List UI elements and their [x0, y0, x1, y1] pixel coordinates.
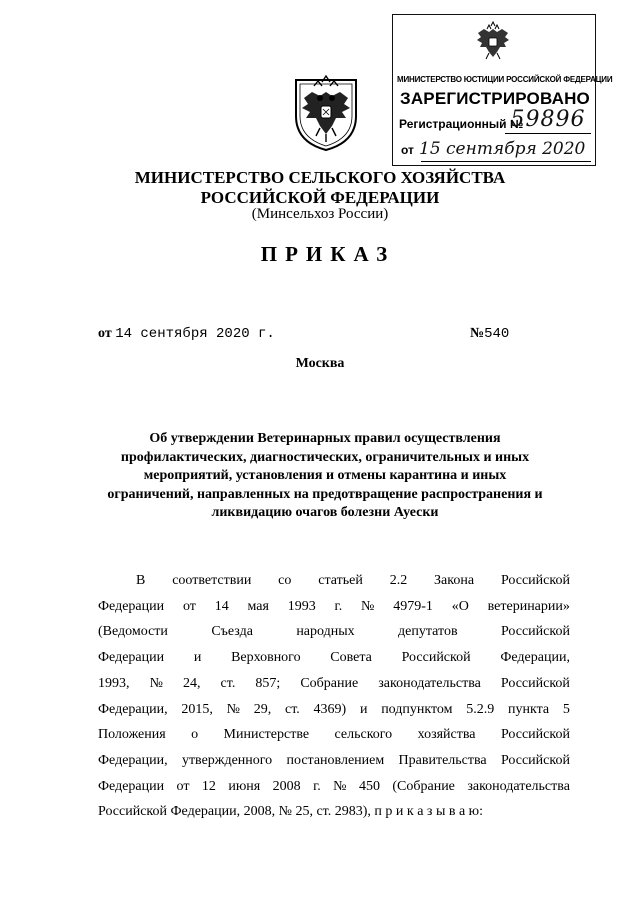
body-word: ст.	[220, 675, 236, 691]
body-word: Положения	[98, 727, 166, 743]
body-line	[98, 594, 570, 620]
body-word: Закона	[434, 573, 475, 588]
stamp-date-label: от	[401, 143, 414, 157]
body-word: Совета	[330, 650, 372, 666]
body-word: №	[226, 701, 240, 717]
body-word: Российской	[500, 752, 570, 768]
body-word: 12	[201, 778, 216, 794]
body-word: Федерации,	[500, 650, 570, 666]
body-word: постановлением	[286, 752, 385, 768]
body-word: Федерации,	[98, 752, 168, 768]
body-word: ст.	[284, 701, 300, 717]
body-word: Российской	[500, 624, 570, 640]
ministry-name-line: РОССИЙСКОЙ ФЕДЕРАЦИИ	[200, 188, 440, 207]
stamp-ministry-name: МИНИСТЕРСТВО ЮСТИЦИИ РОССИЙСКОЙ ФЕДЕРАЦИИ	[397, 75, 613, 84]
stamp-registration-number-label: Регистрационный №	[399, 117, 524, 131]
body-word: Российской Федерации, 2008, № 25, ст. 2983), п р и к а з ы в а ю:	[98, 804, 484, 820]
title-line: профилактических, диагностических, ограничительных и иных	[120, 449, 530, 465]
stamp-handwritten-date: 15 сентября 2020	[419, 139, 586, 159]
body-word: Федерации	[98, 650, 165, 666]
body-word: 857;	[255, 675, 281, 691]
body-word: Российской	[401, 650, 471, 666]
body-word: депутатов	[398, 624, 458, 640]
body-word: 1993,	[98, 675, 130, 691]
date-value: 14 сентября 2020 г.	[115, 326, 275, 342]
body-word: 24,	[182, 675, 201, 691]
body-line	[98, 748, 570, 774]
stamp-registered-label: ЗАРЕГИСТРИРОВАНО	[399, 89, 590, 108]
number-value: 540	[484, 326, 510, 342]
body-word: 29,	[253, 701, 272, 717]
date-prefix: от	[98, 326, 112, 341]
title-line: Об утверждении Ветеринарных правил осуществления	[149, 431, 501, 446]
body-word: сельского	[334, 727, 393, 743]
body-word: подпунктом	[381, 701, 453, 717]
ministry-short-name: (Минсельхоз России)	[251, 206, 389, 222]
body-word: №	[361, 598, 375, 614]
order-number	[470, 326, 509, 342]
body-word: г.	[313, 778, 321, 794]
body-word: 4369)	[313, 701, 347, 717]
body-word: 14	[214, 598, 229, 614]
body-word: «О	[451, 598, 469, 614]
body-word: Российской	[500, 573, 570, 588]
body-word: Российской	[500, 727, 570, 743]
document-type-heading: ПРИКАЗ	[260, 242, 396, 266]
body-word: 5	[562, 701, 570, 717]
coat-of-arms-emblem	[290, 72, 362, 152]
registration-stamp	[392, 14, 613, 166]
ministry-name-line: МИНИСТЕРСТВО СЕЛЬСКОГО ХОЗЯЙСТВА	[134, 168, 506, 187]
body-word: и	[359, 701, 368, 717]
body-word: (Ведомости	[98, 624, 168, 640]
body-line	[98, 568, 570, 594]
body-word: Съезда	[211, 624, 253, 640]
body-word: Министерстве	[223, 727, 310, 743]
title-line: мероприятий, установления и отмены карантина и иных	[143, 468, 507, 483]
body-word: В	[136, 573, 146, 588]
body-word: ветеринарии»	[487, 598, 570, 614]
body-word: пункта	[508, 701, 550, 717]
body-word: утвержденного	[181, 752, 273, 768]
body-word: Собрание	[300, 675, 359, 691]
body-word: со	[278, 573, 292, 588]
body-word: №	[149, 675, 163, 691]
body-line	[98, 619, 570, 645]
body-word: июня	[228, 778, 261, 794]
body-line	[98, 799, 570, 825]
body-line	[98, 697, 570, 723]
title-line: ограничений, направленных на предотвращение распространения и	[107, 486, 543, 502]
ministry-name	[0, 168, 640, 208]
body-word: г.	[334, 598, 343, 614]
order-date	[98, 326, 275, 342]
title-line: ликвидацию очагов болезни Ауески	[211, 505, 439, 520]
body-line	[98, 671, 570, 697]
body-word: от	[176, 778, 190, 794]
body-word: статьей	[318, 573, 363, 588]
body-word: от	[182, 598, 196, 614]
number-sign: №	[470, 326, 485, 341]
body-word: 5.2.9	[466, 701, 495, 717]
body-word: Федерации	[98, 598, 165, 614]
body-word: 2008	[272, 778, 301, 794]
body-line	[98, 722, 570, 748]
body-word: законодательства	[378, 675, 481, 691]
body-word: мая	[247, 598, 269, 614]
body-line	[98, 645, 570, 671]
body-word: 450	[358, 778, 380, 794]
stamp-date-underline	[421, 161, 591, 162]
body-word: народных	[296, 624, 355, 640]
body-word: и	[193, 650, 202, 666]
body-word: 1993	[287, 598, 316, 614]
body-line	[98, 774, 570, 800]
body-word: 4979-1	[393, 598, 433, 614]
document-body	[98, 568, 570, 825]
body-word: законодательства	[467, 778, 570, 794]
body-word: Федерации,	[98, 701, 168, 717]
body-word: 2.2	[389, 573, 408, 588]
city: Москва	[295, 356, 345, 371]
body-word: Федерации	[98, 778, 165, 794]
stamp-registration-number: 59896	[510, 107, 586, 132]
body-word: №	[333, 778, 347, 794]
body-word: Правительства	[398, 752, 487, 768]
body-word: 2015,	[181, 701, 213, 717]
document-title	[90, 430, 560, 523]
stamp-coat-of-arms-icon	[473, 21, 513, 65]
stamp-number-underline	[505, 133, 591, 134]
body-word: соответствии	[172, 573, 252, 588]
body-word: (Собрание	[392, 778, 455, 794]
body-word: Российской	[500, 675, 570, 691]
body-word: хозяйства	[417, 727, 476, 743]
body-word: Верховного	[231, 650, 301, 666]
body-word: о	[191, 727, 199, 743]
